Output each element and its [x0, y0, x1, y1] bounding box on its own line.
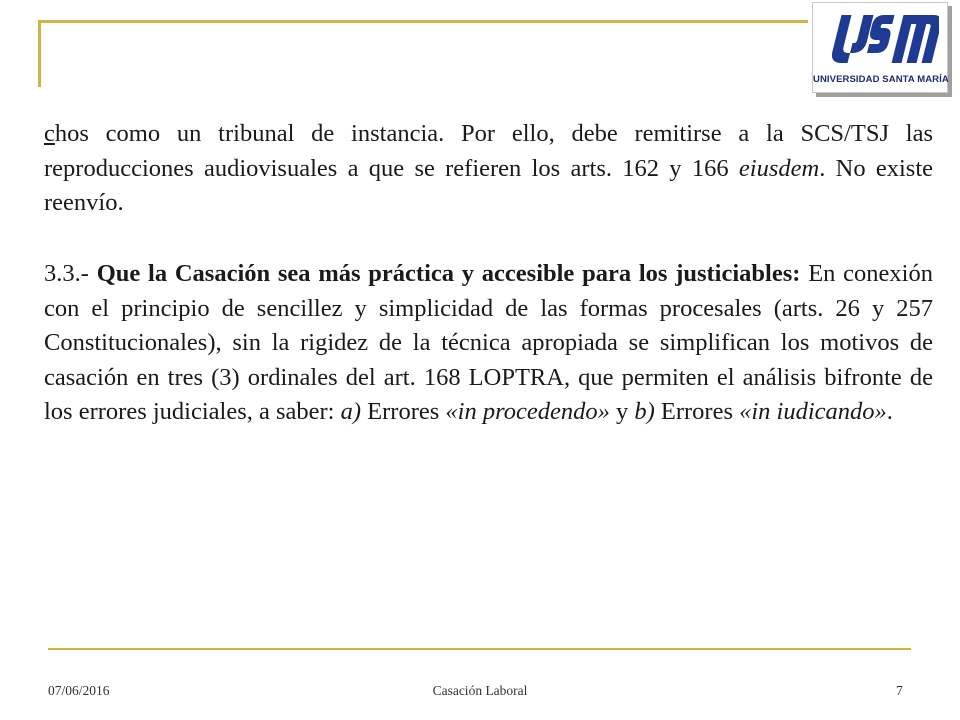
p2-text-3: y — [609, 398, 635, 425]
p1-text-1: hos como un tribunal de instancia. Por ello, debe remitirse a la SCS/TSJ las reproducciones audiovisuales a que se refieren los arts. 162 y 166 — [44, 120, 933, 182]
header-rule-top — [38, 20, 808, 23]
university-name: UNIVERSIDAD SANTA MARÍA — [813, 74, 949, 85]
p2-item-b: b) — [634, 398, 655, 425]
p2-text-5: . — [886, 398, 893, 425]
p1-eiusdem: eiusdem — [738, 154, 820, 182]
p2-text-4: Errores — [654, 398, 740, 425]
section-number: 3.3.- — [44, 260, 97, 287]
p1-text-2: . No existe reenvío. — [44, 154, 934, 216]
footer-title: Casación Laboral — [432, 683, 528, 698]
page-number: 7 — [896, 683, 903, 698]
section-heading: Que la Casación sea más práctica y accesible para los justiciables: — [96, 260, 801, 287]
underlined-letter: c — [44, 120, 55, 147]
footer-rule — [48, 648, 911, 650]
usm-logo-icon — [821, 9, 939, 71]
paragraph-section-3-3 — [44, 257, 933, 430]
p2-item-a: a) — [340, 398, 362, 425]
p2-in-iudicando: «in iudicando» — [739, 398, 887, 425]
university-logo — [812, 2, 948, 93]
header-rule-left — [38, 20, 41, 87]
p2-text-1: En conexión con el principio de sencillez y simplicidad de las formas procesales (arts. 26 y 257 Constitucionales), sin la rigidez de la técnica apropiada se simplifican los motivos de casación en tres (3) ordinales del art. 168 LOPTRA, que permiten el análisis bifronte de los errores judiciales, a saber: — [44, 260, 933, 425]
p2-in-procedendo: «in procedendo» — [445, 398, 610, 425]
footer-date: 07/06/2016 — [48, 683, 110, 698]
paragraph-continuation — [44, 117, 933, 221]
p2-text-2: Errores — [361, 398, 446, 425]
